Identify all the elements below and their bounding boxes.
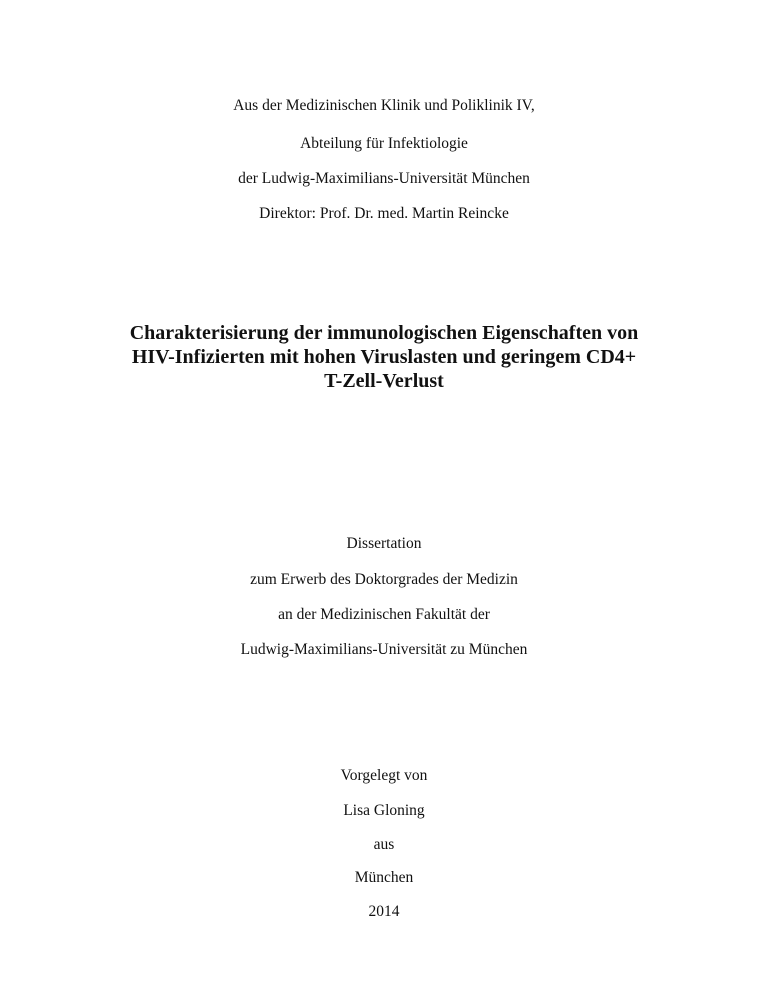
title-line-2: HIV-Infizierten mit hohen Viruslasten und geringem CD4+ (131, 346, 637, 368)
presented-by: Vorgelegt von (340, 767, 428, 784)
title-line-3: T-Zell-Verlust (324, 370, 444, 392)
university-line: der Ludwig-Maximilians-Universität München (238, 170, 530, 187)
year: 2014 (368, 903, 400, 920)
degree-purpose: zum Erwerb des Doktorgrades der Medizin (250, 571, 518, 588)
from-label: aus (373, 836, 395, 853)
department-line: Abteilung für Infektiologie (300, 135, 468, 152)
author-name: Lisa Gloning (343, 802, 425, 819)
title-line-1: Charakterisierung der immunologischen Eigenschaften von (129, 322, 639, 344)
university-city-line: Ludwig-Maximilians-Universität zu München (240, 641, 528, 658)
faculty-line: an der Medizinischen Fakultät der (278, 606, 490, 623)
dissertation-title (0, 321, 768, 393)
clinic-line: Aus der Medizinischen Klinik und Poliklinik IV, (233, 97, 535, 114)
author-city: München (354, 869, 414, 886)
director-line: Direktor: Prof. Dr. med. Martin Reincke (259, 205, 509, 222)
document-type: Dissertation (346, 535, 422, 552)
